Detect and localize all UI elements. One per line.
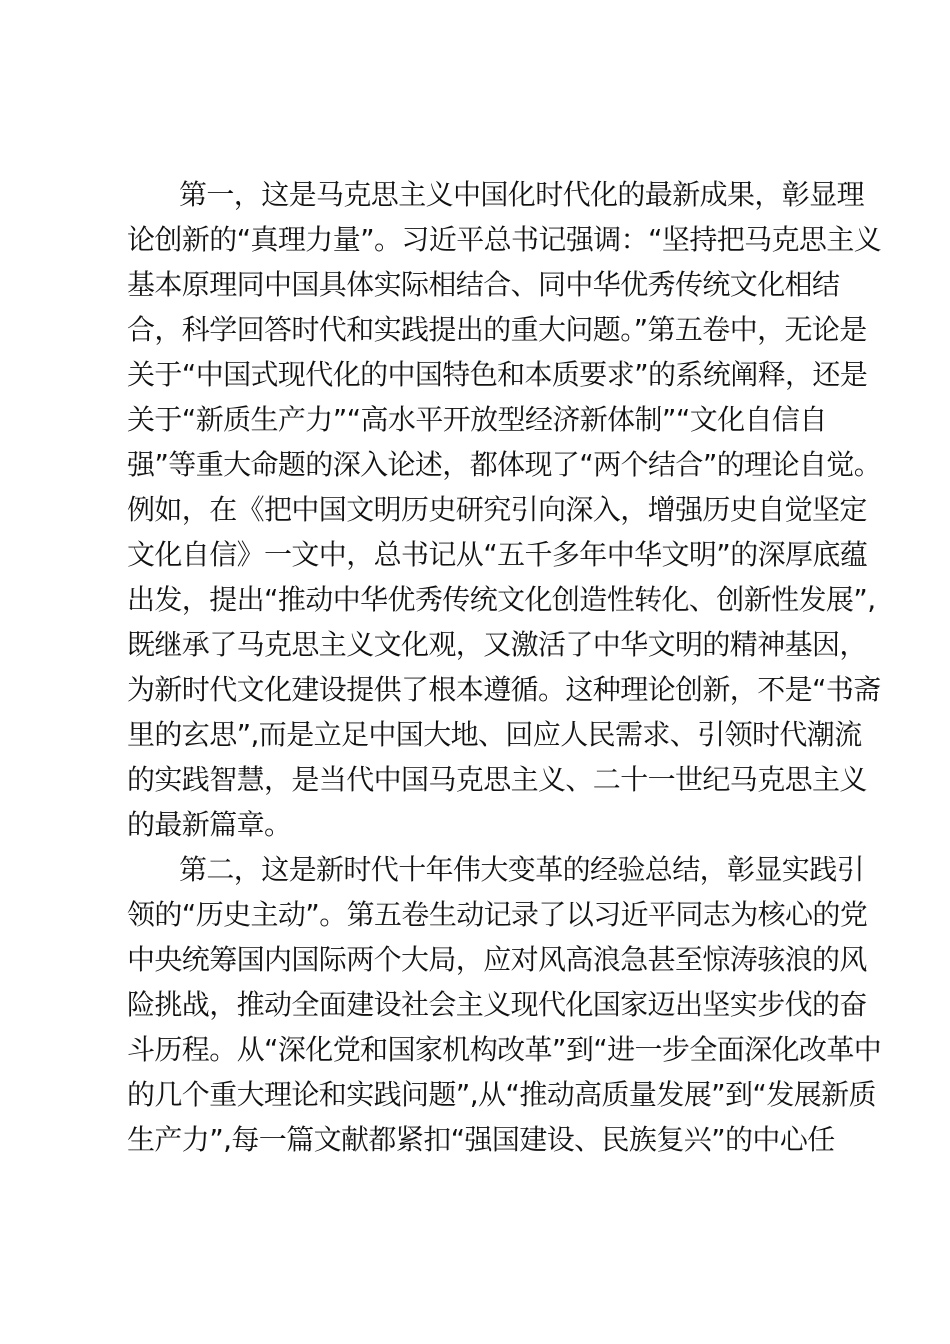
paragraph-1-line: 的实践智慧，是当代中国马克思主义、二十一世纪马克思主义	[127, 763, 867, 796]
paragraph-1-line: 文化自信》一文中，总书记从“五千多年中华文明”的深厚底蕴	[127, 538, 868, 571]
paragraph-1	[127, 172, 882, 847]
paragraph-1-line: 关于“新质生产力”“高水平开放型经济新体制”“文化自信自	[127, 403, 827, 436]
paragraph-2-line: 领的“历史主动”。第五卷生动记录了以习近平同志为核心的党	[127, 898, 868, 931]
paragraph-1-line: 为新时代文化建设提供了根本遵循。这种理论创新，不是“书斋	[127, 673, 881, 706]
paragraph-1-line: 论创新的“真理力量”。习近平总书记强调：“坚持把马克思主义	[127, 223, 882, 256]
paragraph-2-line: 斗历程。从“深化党和国家机构改革”到“进一步全面深化改革中	[127, 1033, 882, 1066]
paragraph-1-line: 出发，提出“推动中华优秀传统文化创造性转化、创新性发展”,	[127, 583, 876, 616]
paragraph-1-line: 合，科学回答时代和实践提出的重大问题。”第五卷中，无论是	[127, 313, 867, 346]
paragraph-2-line: 的几个重大理论和实践问题”,从“推动高质量发展”到“发展新质	[127, 1078, 876, 1111]
paragraph-1-line: 基本原理同中国具体实际相结合、同中华优秀传统文化相结	[127, 268, 840, 301]
paragraph-1-line: 第一，这是马克思主义中国化时代化的最新成果，彰显理	[179, 178, 865, 211]
paragraph-1-line: 的最新篇章。	[127, 808, 292, 841]
document-body	[127, 172, 882, 1162]
paragraph-1-line: 既继承了马克思主义文化观，又激活了中华文明的精神基因，	[127, 628, 867, 661]
paragraph-2-line: 第二，这是新时代十年伟大变革的经验总结，彰显实践引	[179, 853, 865, 886]
paragraph-1-line: 里的玄思”,而是立足中国大地、回应人民需求、引领时代潮流	[127, 718, 862, 751]
paragraph-2-line: 生产力”,每一篇文献都紧扣“强国建设、民族复兴”的中心任	[127, 1123, 835, 1156]
paragraph-1-line: 关于“中国式现代化的中国特色和本质要求”的系统阐释，还是	[127, 358, 868, 391]
paragraph-2-line: 险挑战，推动全面建设社会主义现代化国家迈出坚实步伐的奋	[127, 988, 867, 1021]
paragraph-1-line: 例如，在《把中国文明历史研究引向深入，增强历史自觉坚定	[127, 493, 867, 526]
paragraph-2-line: 中央统筹国内国际两个大局，应对风高浪急甚至惊涛骇浪的风	[127, 943, 867, 976]
paragraph-2	[127, 847, 882, 1162]
paragraph-1-line: 强”等重大命题的深入论述，都体现了“两个结合”的理论自觉。	[127, 448, 882, 481]
